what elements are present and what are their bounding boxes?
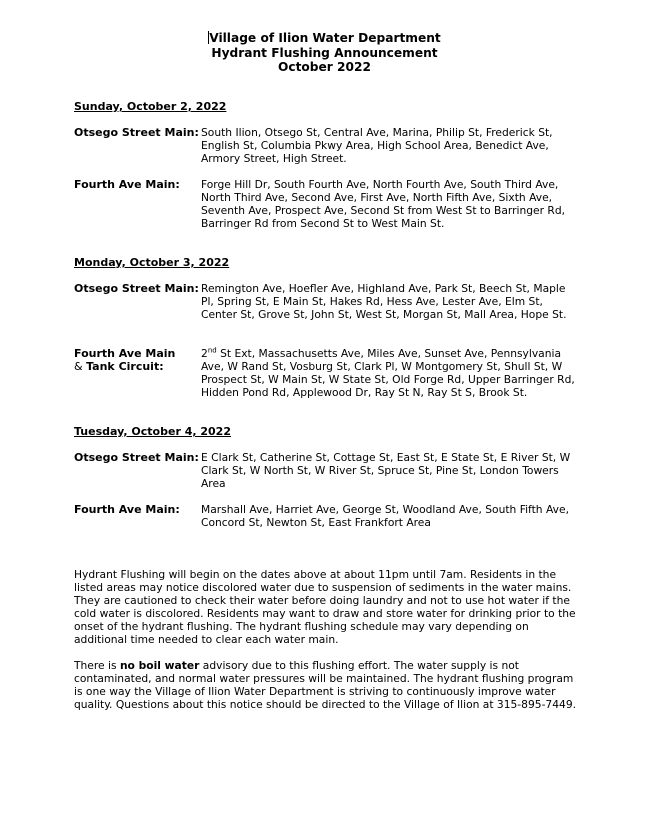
main-label: Otsego Street Main: <box>74 282 199 295</box>
document-header <box>0 31 649 75</box>
day-heading-sunday: Sunday, October 2, 2022 <box>74 100 227 113</box>
day-heading-monday: Monday, October 3, 2022 <box>74 256 230 269</box>
street-list: South Ilion, Otsego St, Central Ave, Marina, Philip St, Frederick St, English St, Columbia Pkwy Area, High School Area, Benedict Ave, Armory Street, High Street. <box>201 126 553 165</box>
street-list: 2nd St Ext, Massachusetts Ave, Miles Ave, Sunset Ave, Pennsylvania Ave, W Rand St, Vosburg St, Clark Pl, W Montgomery St, Shull St, W Prospect St, W Main St, W State St, Old Forge Rd, Upper Barringer Rd, Hidden Pond Rd, Applewood Dr, Ray St N, Ray St S, Brook St. <box>201 346 575 399</box>
header-title-line: Village of Ilion Water Department <box>209 31 441 45</box>
notice-paragraph-1: Hydrant Flushing will begin on the dates above at about 11pm until 7am. Residents in the listed areas may notice discolored water due to suspension of sediments in the water mains. They are cautioned to check their water before doing laundry and not to use hot water if the cold water is discolored. Residents may want to draw and store water for drinking prior to the onset of the hydrant flushing. The hydrant flushing schedule may vary depending on additional time needed to clear each water main. <box>74 568 576 646</box>
main-label: Otsego Street Main: <box>74 451 199 464</box>
day-heading-tuesday: Tuesday, October 4, 2022 <box>74 425 231 438</box>
main-label: Fourth Ave Main: <box>74 503 180 516</box>
label-line-1: Fourth Ave Main <box>74 347 176 360</box>
street-list: Marshall Ave, Harriet Ave, George St, Woodland Ave, South Fifth Ave, Concord St, Newton St, East Frankfort Area <box>201 503 569 529</box>
header-subtitle-line: Hydrant Flushing Announcement <box>211 45 438 60</box>
street-list: Remington Ave, Hoefler Ave, Highland Ave, Park St, Beech St, Maple Pl, Spring St, E Main St, Hakes Rd, Hess Ave, Lester Ave, Elm St, Center St, Grove St, John St, West St, Morgan St, Mall Area, Hope St. <box>201 282 567 321</box>
header-date-line: October 2022 <box>278 60 371 74</box>
street-list: E Clark St, Catherine St, Cottage St, East St, E State St, E River St, W Clark St, W North St, W River St, Spruce St, Pine St, London Towers Area <box>201 451 571 490</box>
no-boil-water-emphasis: no boil water <box>119 659 200 672</box>
main-label: Fourth Ave Main: <box>74 178 180 191</box>
main-label: Otsego Street Main: <box>74 126 199 139</box>
notice-paragraph-2: There is no boil water advisory due to this flushing effort. The water supply is not contaminated, and normal water pressures will be maintained. The hydrant flushing program is one way the Village of Ilion Water Department is striving to continuously improve water quality. Questions about this notice should be directed to the Village of Ilion at 315-895-7449. <box>74 659 577 711</box>
street-list: Forge Hill Dr, South Fourth Ave, North Fourth Ave, South Third Ave, North Third Ave, Second Ave, First Ave, North Fifth Ave, Sixth Ave, Seventh Ave, Prospect Ave, Second St from West St to Barringer Rd, Barringer Rd from Second St to West Main St. <box>201 178 566 230</box>
label-line-2: & Tank Circuit: <box>74 360 164 373</box>
main-label-tank-circuit <box>74 347 199 373</box>
